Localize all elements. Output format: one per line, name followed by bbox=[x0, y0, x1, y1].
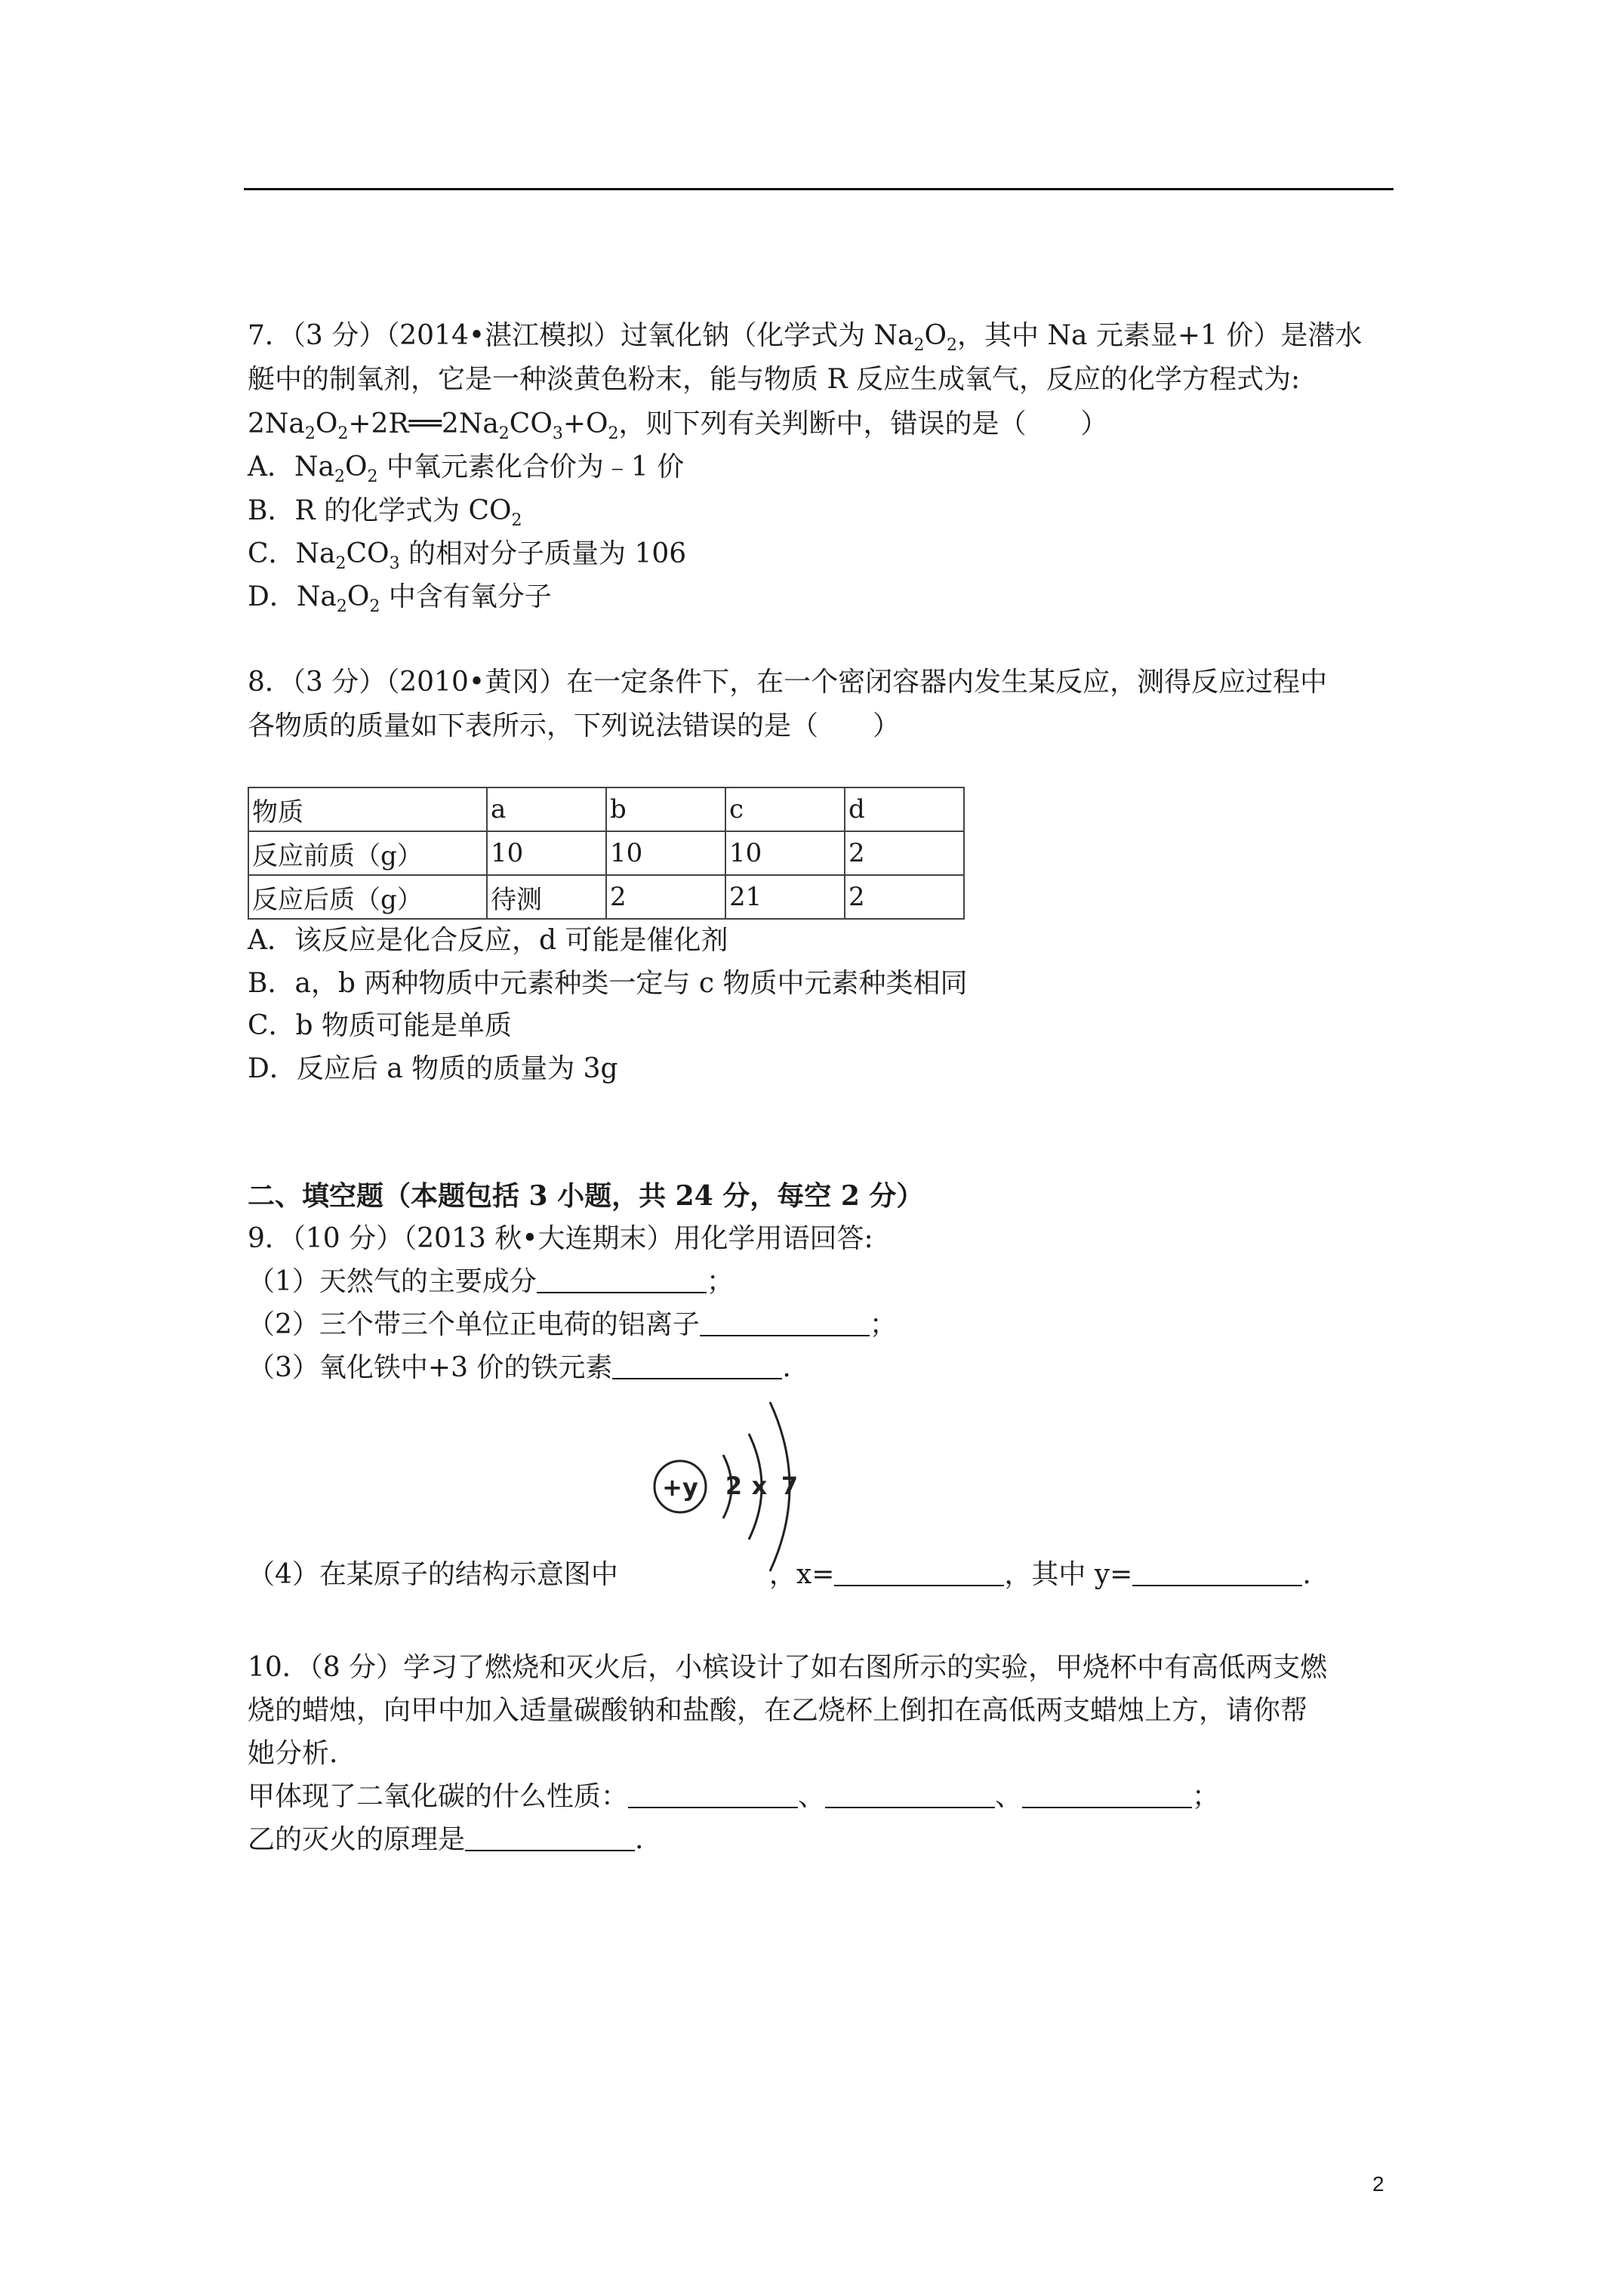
answer-blank[interactable] bbox=[537, 1269, 707, 1293]
q10-line4: 甲体现了二氧化碳的什么性质： 、 、 ； bbox=[248, 1781, 1220, 1812]
q9-part2: （2）三个带三个单位正电荷的铝离子 ； bbox=[248, 1309, 897, 1340]
answer-blank[interactable] bbox=[825, 1784, 995, 1808]
q10-line5: 乙的灭火的原理是 . bbox=[248, 1824, 644, 1855]
q7-option-c: C．$Na_2CO_3$ 的相对分子质量为 106 bbox=[248, 538, 687, 573]
q10-line1: 10．（8 分）学习了燃烧和灭火后，小槟设计了如右图所示的实验，甲烧杯中有高低两支燃 bbox=[248, 1652, 1328, 1683]
answer-blank[interactable] bbox=[465, 1827, 635, 1851]
q10-line3: 她分析. bbox=[248, 1738, 338, 1769]
table-cell: 反应后质（g） bbox=[248, 875, 487, 919]
q8-mass-table bbox=[248, 787, 965, 920]
table-cell: c bbox=[725, 787, 845, 831]
section-heading: 二、填空题（本题包括 3 小题，共 24 分，每空 2 分） bbox=[248, 1180, 924, 1212]
table-row bbox=[248, 831, 964, 875]
table-row bbox=[248, 875, 964, 919]
q7-option-d: D．$Na_2O_2$ 中含有氧分子 bbox=[248, 581, 552, 616]
q8-option-c: C．b 物质可能是单质 bbox=[248, 1010, 513, 1041]
table-cell: 物质 bbox=[248, 787, 487, 831]
shell2-electrons: x bbox=[751, 1472, 768, 1500]
table-cell: b bbox=[606, 787, 725, 831]
answer-blank[interactable] bbox=[1132, 1562, 1302, 1586]
q8-option-d: D．反应后 a 物质的质量为 3g bbox=[248, 1053, 618, 1084]
q7-line1: 7．（3 分）（2014•湛江模拟）过氧化钠（化学式为 $Na_2O_2$，其中 Na 元素显+1 价）是潜水 bbox=[248, 320, 1363, 355]
q8-line1: 8．（3 分）（2010•黄冈）在一定条件下，在一个密闭容器内发生某反应，测得反应过程中 bbox=[248, 667, 1328, 698]
q7-line2: 艇中的制氧剂，它是一种淡黄色粉末，能与物质 R 反应生成氧气，反应的化学方程式为: bbox=[248, 364, 1301, 395]
shell3-electrons: 7 bbox=[781, 1472, 799, 1500]
answer-blank[interactable] bbox=[612, 1355, 782, 1379]
answer-blank[interactable] bbox=[700, 1312, 870, 1336]
table-cell: 10 bbox=[725, 831, 845, 875]
table-cell: 10 bbox=[606, 831, 725, 875]
q9-line1: 9．（10 分）（2013 秋•大连期末）用化学用语回答: bbox=[248, 1223, 873, 1254]
table-cell: 2 bbox=[606, 875, 725, 919]
answer-blank[interactable] bbox=[834, 1562, 1004, 1586]
header-rule bbox=[244, 188, 1394, 190]
table-cell: 2 bbox=[845, 831, 964, 875]
q9-part1: （1）天然气的主要成分 ； bbox=[248, 1266, 734, 1297]
q7-option-a: A．$Na_2O_2$ 中氧元素化合价为﹣1 价 bbox=[248, 451, 685, 486]
q9-part4: （4）在某原子的结构示意图中 ，x= ，其中 y= . bbox=[248, 1559, 1311, 1590]
table-cell: d bbox=[845, 787, 964, 831]
q8-line2: 各物质的质量如下表所示，下列说法错误的是（ ） bbox=[248, 710, 901, 741]
q8-option-b: B．a，b 两种物质中元素种类一定与 c 物质中元素种类相同 bbox=[248, 968, 968, 999]
table-cell: a bbox=[487, 787, 606, 831]
q10-line2: 烧的蜡烛，向甲中加入适量碳酸钠和盐酸，在乙烧杯上倒扣在高低两支蜡烛上方，请你帮 bbox=[248, 1695, 1308, 1726]
table-cell: 反应前质（g） bbox=[248, 831, 487, 875]
q7-option-b: B．R 的化学式为 $CO_2$ bbox=[248, 495, 522, 530]
table-cell: 10 bbox=[487, 831, 606, 875]
q8-option-a: A．该反应是化合反应，d 可能是催化剂 bbox=[248, 925, 728, 956]
table-cell: 待测 bbox=[487, 875, 606, 919]
answer-blank[interactable] bbox=[1022, 1784, 1192, 1808]
table-cell: 21 bbox=[725, 875, 845, 919]
table-cell: 2 bbox=[845, 875, 964, 919]
table-row bbox=[248, 787, 964, 831]
nucleus-label: +y bbox=[662, 1473, 698, 1502]
page-number: 2 bbox=[1372, 2172, 1384, 2196]
shell1-electrons: 2 bbox=[725, 1472, 743, 1500]
answer-blank[interactable] bbox=[628, 1784, 798, 1808]
q9-part3: （3）氧化铁中+3 价的铁元素 . bbox=[248, 1352, 791, 1383]
q7-equation: $2Na_2O_2+2R══2Na_2CO_3+O_2$，则下列有关判断中，错误的是（ ） bbox=[248, 408, 1108, 443]
